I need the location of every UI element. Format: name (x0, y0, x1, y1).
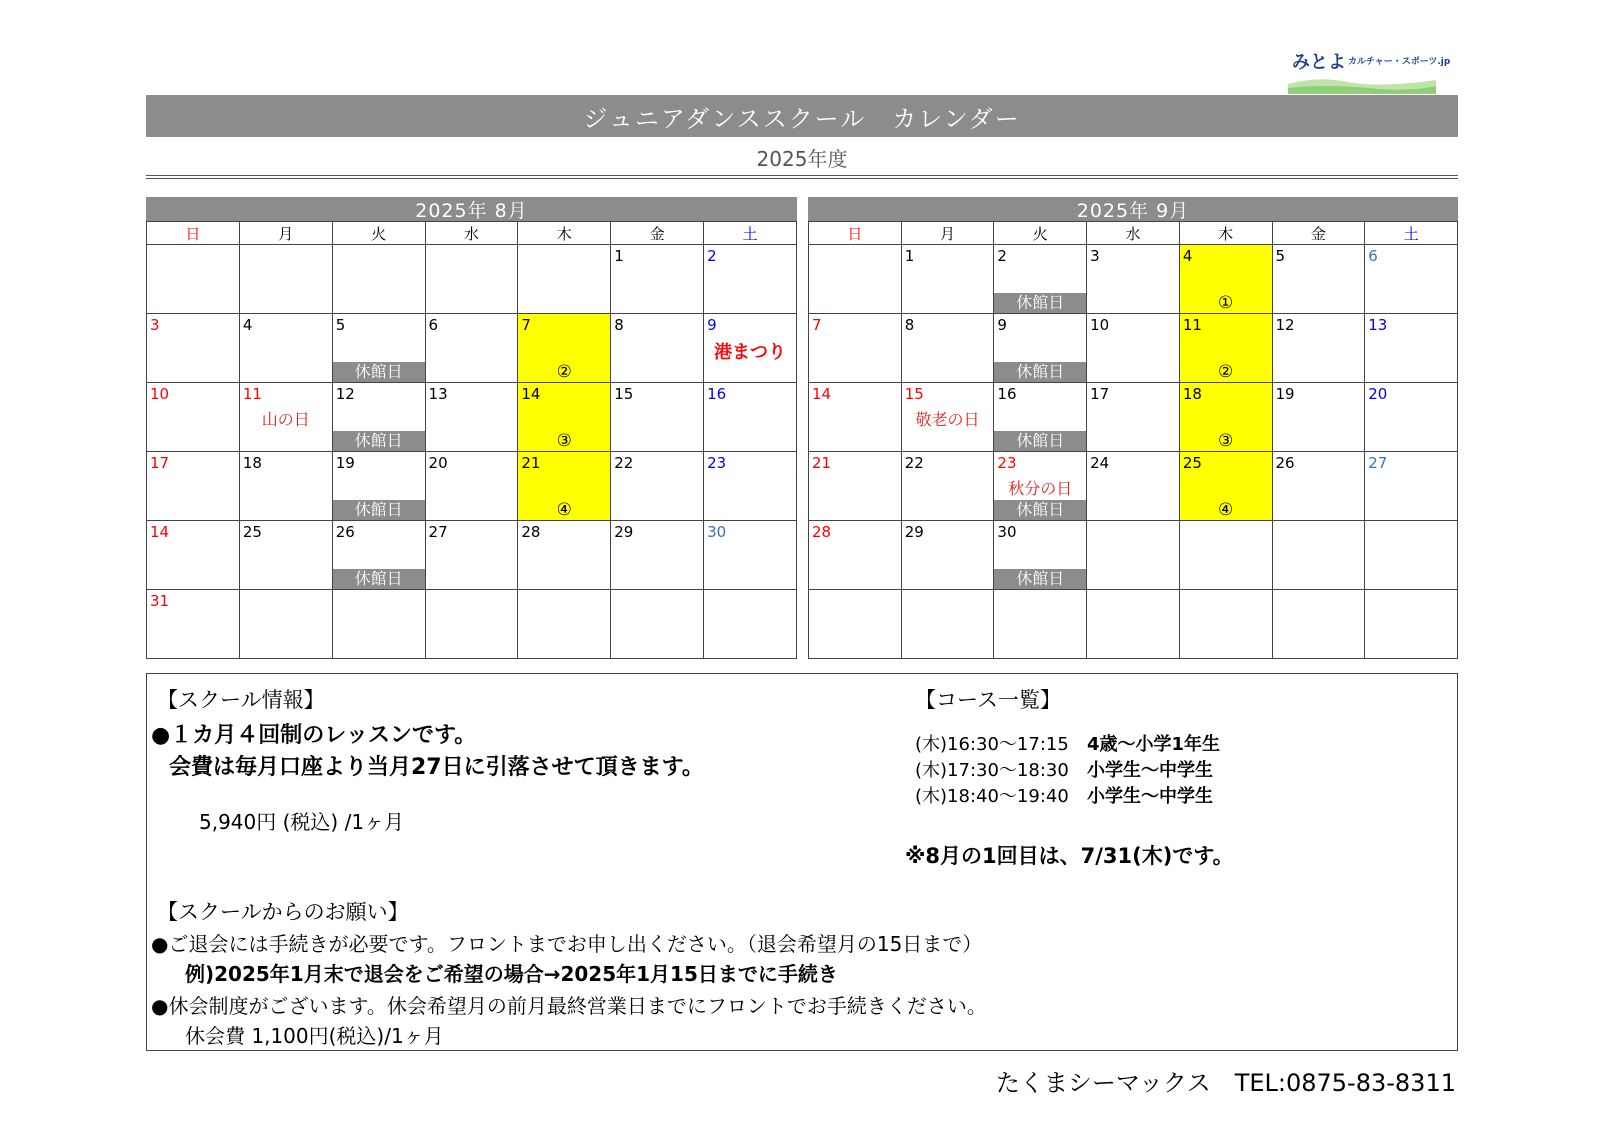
day-number: 25 (242, 523, 262, 541)
course-target: 小学生～中学生 (1087, 760, 1213, 781)
calendar-day-cell (1272, 383, 1365, 452)
request-withdrawal-example: 例)2025年1月末で退会をご希望の場合→2025年1月15日までに手続き (185, 962, 838, 986)
courses-heading: 【コース一覧】 (915, 688, 1061, 712)
calendar-september (808, 197, 1458, 659)
day-number: 16 (997, 385, 1017, 403)
calendar-day-cell (425, 245, 518, 314)
weekday-header: 火 (332, 222, 425, 245)
calendar-day-cell (518, 383, 611, 452)
calendar-day-cell (1365, 590, 1458, 659)
calendar-day-cell (809, 314, 902, 383)
day-number: 20 (1368, 385, 1388, 403)
day-number: 27 (428, 523, 448, 541)
calendar-day-cell (147, 590, 240, 659)
holiday-label: 秋分の日 (1008, 479, 1073, 498)
day-number: 13 (1368, 316, 1388, 334)
weekday-header: 土 (1365, 222, 1458, 245)
day-number: 20 (428, 454, 448, 472)
day-number: 1 (614, 247, 624, 265)
calendar-day-cell (611, 590, 704, 659)
day-number: 12 (1275, 316, 1295, 334)
calendar-day-cell (901, 245, 994, 314)
calendar-week-row (147, 452, 797, 521)
day-number: 26 (1275, 454, 1295, 472)
school-info-payment: 会費は毎月口座より当月27日に引落させて頂きます。 (169, 755, 704, 780)
page-title: ジュニアダンススクール カレンダー (146, 95, 1458, 137)
day-number: 8 (904, 316, 915, 334)
calendar-day-cell (1087, 452, 1180, 521)
calendar-day-cell (704, 590, 797, 659)
day-number: 7 (521, 316, 531, 334)
calendar-day-cell (1365, 245, 1458, 314)
lesson-number: ③ (1218, 431, 1234, 451)
calendar-day-cell (1087, 521, 1180, 590)
day-number: 10 (1090, 316, 1110, 334)
calendar-month-title: 2025年 8月 (146, 197, 797, 221)
calendar-day-cell (901, 383, 994, 452)
calendar-day-cell (1365, 452, 1458, 521)
day-number: 4 (1182, 247, 1193, 265)
logo-brand-text: みとよ (1292, 52, 1346, 73)
weekday-header: 月 (239, 222, 332, 245)
calendar-day-cell (239, 590, 332, 659)
closed-day-badge: 休館日 (333, 500, 425, 520)
calendar-day-cell (901, 521, 994, 590)
course-target: 小学生～中学生 (1087, 786, 1213, 807)
day-number: 13 (428, 385, 448, 403)
closed-day-badge: 休館日 (994, 431, 1086, 451)
calendar-day-cell (518, 590, 611, 659)
course-time: (木)17:30～18:30 (915, 760, 1069, 781)
calendar-day-cell (239, 452, 332, 521)
request-withdrawal: ●ご退会には手続きが必要です。フロントまでお申し出ください。（退会希望月の15日まで） (151, 932, 983, 956)
calendar-day-cell (425, 314, 518, 383)
calendar-day-cell (1087, 314, 1180, 383)
day-number: 14 (150, 523, 170, 541)
closed-day-badge: 休館日 (333, 362, 425, 382)
weekday-header: 土 (704, 222, 797, 245)
calendar-day-cell (994, 245, 1087, 314)
day-number: 30 (707, 523, 727, 541)
weekday-header: 木 (1179, 222, 1272, 245)
calendar-day-cell (1087, 590, 1180, 659)
calendar-day-cell (1179, 452, 1272, 521)
day-number: 18 (242, 454, 262, 472)
closed-day-badge: 休館日 (333, 569, 425, 589)
courses-note: ※8月の1回目は、7/31(木)です。 (905, 844, 1234, 868)
day-number: 31 (150, 592, 170, 610)
school-info-lessons: ●１カ月４回制のレッスンです。 (151, 723, 477, 748)
calendar-day-cell (1365, 314, 1458, 383)
calendar-week-row (809, 521, 1458, 590)
day-number: 6 (428, 316, 439, 334)
day-number: 24 (1090, 454, 1110, 472)
calendar-day-cell (425, 383, 518, 452)
day-number: 28 (521, 523, 541, 541)
calendar-week-row (809, 314, 1458, 383)
day-number: 5 (1275, 247, 1286, 265)
calendar-day-cell (809, 383, 902, 452)
request-suspension: ●休会制度がございます。休会希望月の前月最終営業日までにフロントでお手続きください。 (151, 994, 987, 1018)
calendar-day-cell (901, 452, 994, 521)
calendar-day-cell (425, 590, 518, 659)
contact-footer: たくまシーマックス TEL:0875-83-8311 (995, 1069, 1456, 1097)
day-number: 3 (1090, 247, 1100, 265)
school-info-heading: 【スクール情報】 (157, 688, 325, 712)
calendar-day-cell (1179, 521, 1272, 590)
holiday-label: 敬老の日 (915, 410, 980, 429)
calendar-day-cell (147, 314, 240, 383)
festival-label: 港まつり (714, 342, 787, 363)
day-number: 27 (1368, 454, 1388, 472)
calendar-day-cell (611, 314, 704, 383)
brand-logo (1288, 46, 1451, 94)
day-number: 12 (335, 385, 355, 403)
closed-day-badge: 休館日 (333, 431, 425, 451)
day-number: 2 (997, 247, 1007, 265)
lesson-number: ③ (556, 431, 572, 451)
calendar-day-cell (332, 452, 425, 521)
weekday-header: 火 (994, 222, 1087, 245)
school-info-fee: 5,940円 (税込) /1ヶ月 (199, 810, 405, 834)
calendar-day-cell (147, 452, 240, 521)
day-number: 5 (335, 316, 346, 334)
day-number: 19 (1275, 385, 1295, 403)
calendar-day-cell (704, 245, 797, 314)
day-number: 11 (1182, 316, 1202, 334)
course-target: 4歳～小学1年生 (1087, 734, 1221, 755)
lesson-number: ② (556, 362, 572, 382)
calendar-week-row (147, 245, 797, 314)
calendar-day-cell (704, 521, 797, 590)
calendar-day-cell (425, 521, 518, 590)
day-number: 25 (1182, 454, 1202, 472)
day-number: 10 (150, 385, 170, 403)
calendar-day-cell (1272, 245, 1365, 314)
calendar-day-cell (1087, 383, 1180, 452)
calendar-day-cell (611, 245, 704, 314)
weekday-header: 金 (1272, 222, 1365, 245)
day-number: 15 (904, 385, 924, 403)
calendar-day-cell (332, 521, 425, 590)
day-number: 3 (150, 316, 160, 334)
calendar-week-row (147, 383, 797, 452)
calendar-week-row (147, 590, 797, 659)
calendar-day-cell (611, 383, 704, 452)
calendar-day-cell (425, 452, 518, 521)
day-number: 14 (812, 385, 832, 403)
requests-heading: 【スクールからのお願い】 (157, 900, 409, 924)
calendar-day-cell (239, 521, 332, 590)
lesson-number: ① (1218, 293, 1234, 313)
title-divider (146, 175, 1458, 176)
fiscal-year-label: 2025年度 (756, 146, 848, 171)
closed-day-badge: 休館日 (994, 500, 1086, 520)
calendar-week-row (809, 452, 1458, 521)
calendar-day-cell (994, 383, 1087, 452)
calendar-day-cell (809, 245, 902, 314)
calendar-day-cell (901, 314, 994, 383)
weekday-header: 水 (425, 222, 518, 245)
title-divider (146, 178, 1458, 179)
calendar-month-title: 2025年 9月 (808, 197, 1458, 221)
lesson-number: ② (1218, 362, 1234, 382)
calendar-day-cell (147, 383, 240, 452)
calendar-day-cell (239, 245, 332, 314)
calendar-day-cell (1365, 383, 1458, 452)
calendar-day-cell (1179, 314, 1272, 383)
calendar-day-cell (809, 452, 902, 521)
calendar-day-cell (518, 314, 611, 383)
calendar-day-cell (1179, 590, 1272, 659)
calendar-day-cell (518, 452, 611, 521)
lesson-number: ④ (556, 500, 572, 520)
calendar-day-cell (332, 245, 425, 314)
calendar-day-cell (994, 314, 1087, 383)
calendar-week-row (809, 245, 1458, 314)
calendar-august (146, 197, 797, 659)
day-number: 23 (997, 454, 1017, 472)
day-number: 26 (335, 523, 355, 541)
day-number: 22 (904, 454, 924, 472)
day-number: 21 (521, 454, 541, 472)
day-number: 21 (812, 454, 832, 472)
calendar-day-cell (147, 521, 240, 590)
weekday-header: 月 (901, 222, 994, 245)
day-number: 30 (997, 523, 1017, 541)
calendar-week-row (809, 383, 1458, 452)
closed-day-badge: 休館日 (994, 569, 1086, 589)
calendar-day-cell (1272, 521, 1365, 590)
course-time: (木)16:30～17:15 (915, 734, 1069, 755)
lesson-number: ④ (1218, 500, 1234, 520)
calendar-day-cell (332, 590, 425, 659)
day-number: 4 (242, 316, 253, 334)
calendar-day-cell (1179, 245, 1272, 314)
calendar-day-cell (147, 245, 240, 314)
calendar-day-cell (1272, 314, 1365, 383)
day-number: 19 (335, 454, 355, 472)
day-number: 7 (812, 316, 822, 334)
calendar-day-cell (239, 383, 332, 452)
calendar-week-row (147, 314, 797, 383)
day-number: 28 (812, 523, 832, 541)
day-number: 11 (242, 385, 262, 403)
calendar-day-cell (1365, 521, 1458, 590)
day-number: 17 (150, 454, 170, 472)
day-number: 22 (614, 454, 634, 472)
day-number: 8 (614, 316, 624, 334)
course-time: (木)18:40～19:40 (915, 786, 1069, 807)
calendar-day-cell (239, 314, 332, 383)
day-number: 9 (997, 316, 1007, 334)
calendar-day-cell (518, 245, 611, 314)
calendar-day-cell (704, 314, 797, 383)
closed-day-badge: 休館日 (994, 293, 1086, 313)
day-number: 1 (904, 247, 915, 265)
calendar-week-row (809, 590, 1458, 659)
day-number: 29 (904, 523, 924, 541)
calendar-day-cell (1272, 452, 1365, 521)
calendar-day-cell (332, 314, 425, 383)
request-suspension-fee: 休会費 1,100円(税込)/1ヶ月 (185, 1024, 444, 1048)
calendar-day-cell (809, 590, 902, 659)
calendar-day-cell (704, 383, 797, 452)
day-number: 16 (707, 385, 727, 403)
calendar-day-cell (1179, 383, 1272, 452)
logo-tagline-text: カルチャー・スポーツ.jp (1348, 57, 1451, 67)
weekday-header: 水 (1087, 222, 1180, 245)
weekday-header: 日 (147, 222, 240, 245)
info-panel (146, 673, 1458, 1051)
calendar-day-cell (1272, 590, 1365, 659)
day-number: 2 (707, 247, 717, 265)
calendar-day-cell (704, 452, 797, 521)
calendar-day-cell (994, 521, 1087, 590)
closed-day-badge: 休館日 (994, 362, 1086, 382)
calendar-day-cell (994, 452, 1087, 521)
day-number: 15 (614, 385, 634, 403)
calendar-day-cell (901, 590, 994, 659)
day-number: 14 (521, 385, 541, 403)
calendar-day-cell (611, 521, 704, 590)
holiday-label: 山の日 (261, 410, 310, 429)
weekday-header: 金 (611, 222, 704, 245)
day-number: 29 (614, 523, 634, 541)
calendar-day-cell (518, 521, 611, 590)
calendar-day-cell (994, 590, 1087, 659)
day-number: 6 (1368, 247, 1378, 265)
day-number: 23 (707, 454, 727, 472)
weekday-header: 日 (809, 222, 902, 245)
day-number: 18 (1182, 385, 1202, 403)
calendar-day-cell (611, 452, 704, 521)
weekday-header: 木 (518, 222, 611, 245)
calendar-day-cell (332, 383, 425, 452)
calendar-day-cell (809, 521, 902, 590)
day-number: 17 (1090, 385, 1110, 403)
day-number: 9 (707, 316, 717, 334)
calendar-week-row (147, 521, 797, 590)
calendar-day-cell (1087, 245, 1180, 314)
